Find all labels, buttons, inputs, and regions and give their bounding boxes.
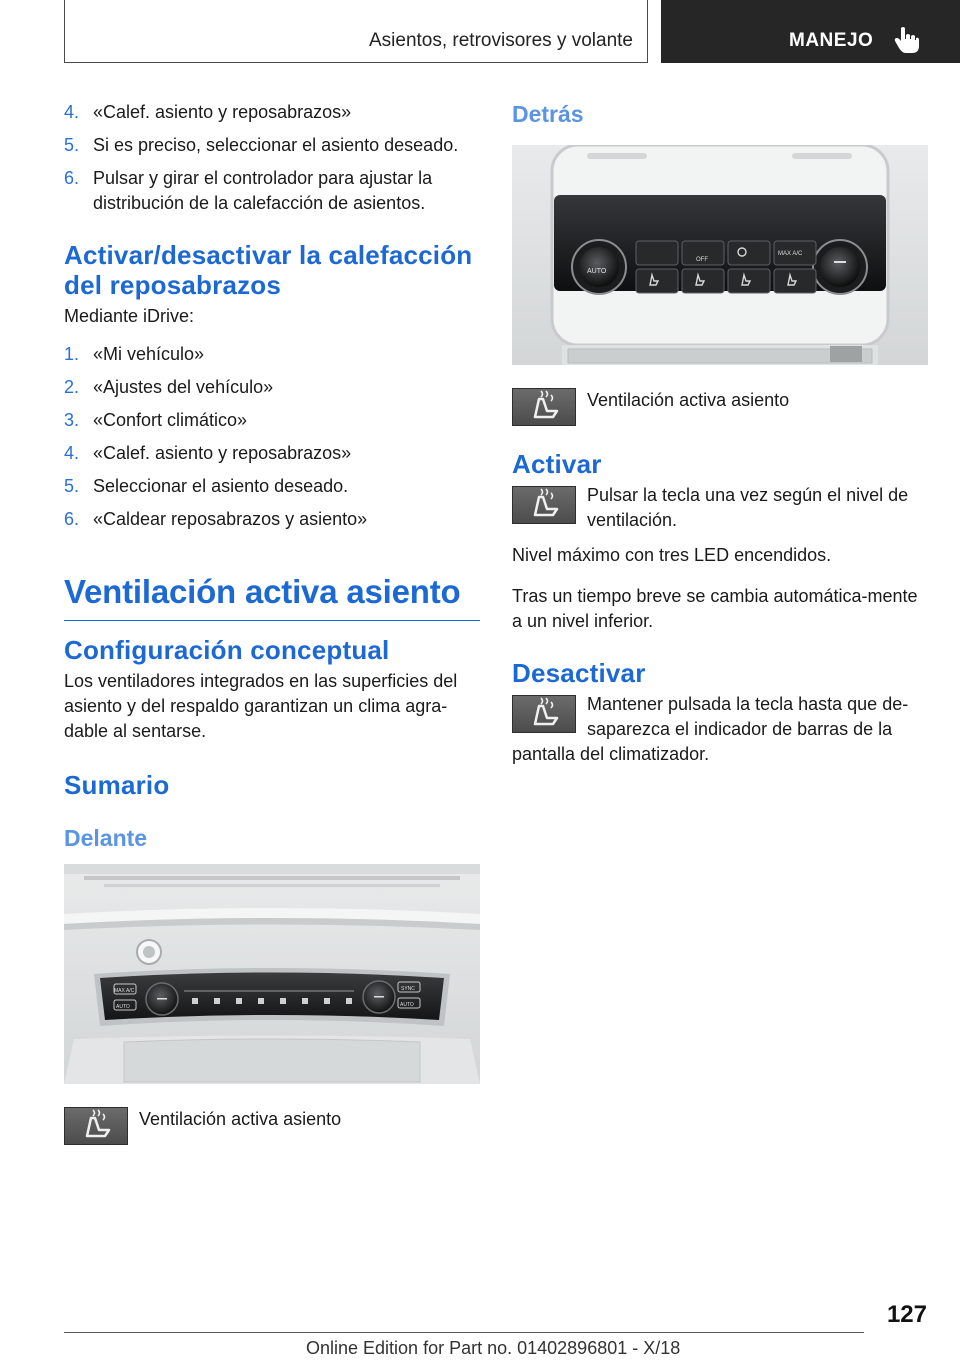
- activate-paragraph-2: Tras un tiempo breve se cambia automática‐mente a un nivel inferior.: [512, 586, 918, 631]
- concept-paragraph: Los ventiladores integrados en las superficies del asiento y del respaldo garantizan un clima agra‐dable al sentarse.: [64, 671, 458, 741]
- heading-rear: Detrás: [512, 101, 584, 127]
- seat-ventilation-icon-wrap: [512, 695, 576, 733]
- seat-ventilation-icon: [512, 388, 576, 426]
- seat-ventilation-icon: [512, 695, 576, 733]
- front-sync-label: SYNC: [401, 986, 415, 992]
- footer-edition: Online Edition for Part no. 01402896801 - X/18: [306, 1338, 681, 1358]
- steps-list-a: [64, 100, 480, 216]
- front-max-ac-label: MAX A/C: [114, 988, 135, 994]
- list-item: 1. «Mi vehículo»: [64, 344, 205, 364]
- activate-text: Pulsar la tecla una vez según el nivel de ventilación.: [587, 485, 909, 530]
- hand-pointer-icon: [894, 26, 920, 54]
- heading-armrest-heating: Activar/desactivar la calefacción del reposabrazos: [64, 240, 473, 300]
- rear-off-label: OFF: [696, 257, 708, 263]
- heading-active-seat-ventilation: Ventilación activa asiento: [64, 572, 480, 621]
- list-item: 3. «Confort climático»: [64, 410, 248, 430]
- heading-deactivate: Desactivar: [512, 658, 646, 688]
- front-climate-panel-image: [64, 864, 480, 1084]
- front-icon-label: Ventilación activa asiento: [139, 1109, 342, 1129]
- chapter-title: MANEJO: [789, 30, 874, 51]
- idrive-intro: Mediante iDrive:: [64, 306, 195, 326]
- front-auto-right-label: AUTO: [400, 1002, 414, 1008]
- header-section-box: [64, 0, 648, 63]
- list-item: 5. Seleccionar el asiento deseado.: [64, 476, 349, 496]
- deactivate-block: [512, 692, 928, 767]
- front-icon-row: [64, 1104, 480, 1142]
- right-column: [512, 100, 928, 767]
- header-chapter-tab[interactable]: [661, 0, 960, 63]
- list-item: 5. Si es preciso, seleccionar el asiento deseado.: [64, 135, 459, 155]
- page-number: 127: [886, 1301, 927, 1328]
- seat-ventilation-icon: [64, 1107, 128, 1145]
- left-column: [64, 100, 480, 1152]
- heading-summary: Sumario: [64, 770, 170, 800]
- list-item: 6. Pulsar y girar el controlador para ajustar la distribución de la calefacción de asientos.: [64, 168, 433, 213]
- deactivate-text: Mantener pulsada la tecla hasta que de‐saparezca el indicador de barras de la pantalla del climatizador.: [512, 694, 909, 764]
- list-item: 4. «Calef. asiento y reposabrazos»: [64, 102, 352, 122]
- heading-concept: Configuración conceptual: [64, 635, 390, 665]
- rear-auto-label: AUTO: [587, 268, 607, 275]
- rear-icon-row: [512, 385, 928, 423]
- rear-max-ac-label: MAX A/C: [778, 251, 803, 257]
- footer-divider: [64, 1332, 864, 1333]
- section-title: Asientos, retrovisores y volante: [368, 30, 633, 51]
- list-item: 6. «Caldear reposabrazos y asiento»: [64, 509, 368, 529]
- activate-paragraph-1: Nivel máximo con tres LED encendidos.: [512, 545, 832, 565]
- rear-icon-label: Ventilación activa asiento: [587, 390, 790, 410]
- activate-icon-row: [512, 483, 928, 533]
- front-auto-left-label: AUTO: [116, 1004, 130, 1010]
- list-item: 2. «Ajustes del vehículo»: [64, 377, 274, 397]
- heading-activate: Activar: [512, 449, 602, 479]
- list-item: 4. «Calef. asiento y reposabrazos»: [64, 443, 352, 463]
- steps-list-b: [64, 342, 480, 532]
- seat-ventilation-icon: [512, 486, 576, 524]
- rear-climate-panel-image: [512, 145, 928, 365]
- heading-front: Delante: [64, 825, 148, 851]
